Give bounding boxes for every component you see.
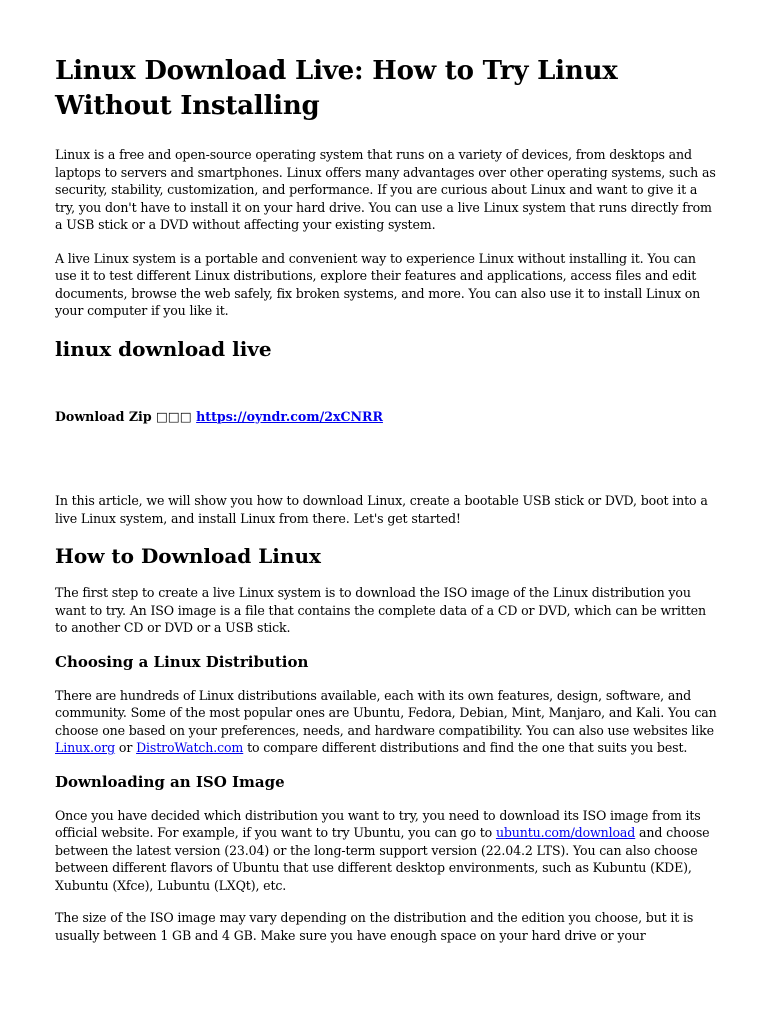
- section-download-paragraph: The first step to create a live Linux system is to download the ISO image of the Linux distribution you want to try. An ISO image is a file that contains the complete data of a CD or DVD, which can be written to another CD or DVD or a USB stick.: [55, 585, 706, 635]
- choosing-text-3: to compare different distributions and find the one that suits you best.: [243, 740, 688, 755]
- choosing-text-2: or: [115, 740, 137, 755]
- keyword-heading: linux download live: [55, 336, 272, 361]
- page-title: Linux Download Live: How to Try Linux Without Installing: [55, 56, 618, 121]
- iso-paragraph-1: [55, 807, 717, 895]
- iso-text-1: Once you have decided which distribution you want to try, you need to download its ISO image from its official website. For example, if you want to try Ubuntu, you can go to: [55, 807, 701, 840]
- choosing-paragraph: [55, 687, 717, 757]
- download-line: [55, 408, 717, 426]
- ubuntu-download-link[interactable]: ubuntu.com/download: [495, 825, 636, 840]
- intro-paragraph-2: A live Linux system is a portable and convenient way to experience Linux without installing it. You can use it to test different Linux distributions, explore their features and applications, access files and edit documents, browse the web safely, fix broken systems, and more. You can also use it to install Linux on your computer if you like it.: [55, 250, 701, 318]
- subheading-choosing-distribution: Choosing a Linux Distribution: [55, 652, 309, 671]
- choosing-text-1: There are hundreds of Linux distributions available, each with its own features, design, software, and community. Some of the most popular ones are Ubuntu, Fedora, Debian, Mint, Manjaro, and Kali. You can choose one based on your preferences, needs, and hardware compatibility. You can also use websites like: [55, 687, 717, 738]
- download-link[interactable]: https://oyndr.com/2xCNRR: [196, 408, 383, 424]
- iso-paragraph-2: The size of the ISO image may vary depending on the distribution and the edition you choose, but it is usually between 1 GB and 4 GB. Make sure you have enough space on your hard drive or your: [55, 910, 694, 943]
- distrowatch-link[interactable]: DistroWatch.com: [136, 740, 244, 755]
- section-heading-download-linux: How to Download Linux: [55, 544, 321, 568]
- article-intro-paragraph: In this article, we will show you how to download Linux, create a bootable USB stick or DVD, boot into a live Linux system, and install Linux from there. Let's get started!: [55, 493, 708, 526]
- download-arrows: □□□: [156, 408, 192, 424]
- download-label: Download Zip: [55, 408, 152, 424]
- article: [55, 54, 717, 944]
- iso-text-2: and choose between the latest version (23.04) or the long-term support version (22.04.2 LTS). You can also choose between different flavors of Ubuntu that use different desktop environments, such as Kubuntu (KDE), Xubuntu (Xfce), Lubuntu (LXQt), etc.: [55, 825, 710, 893]
- intro-paragraph-1: Linux is a free and open-source operating system that runs on a variety of devices, from desktops and laptops to servers and smartphones. Linux offers many advantages over other operating systems, such as security, stability, customization, and performance. If you are curious about Linux and want to give it a try, you don't have to install it on your hard drive. You can use a live Linux system that runs directly from a USB stick or a DVD without affecting your existing system.: [55, 147, 716, 232]
- linux-org-link[interactable]: Linux.org: [55, 740, 116, 755]
- subheading-downloading-iso: Downloading an ISO Image: [55, 772, 285, 791]
